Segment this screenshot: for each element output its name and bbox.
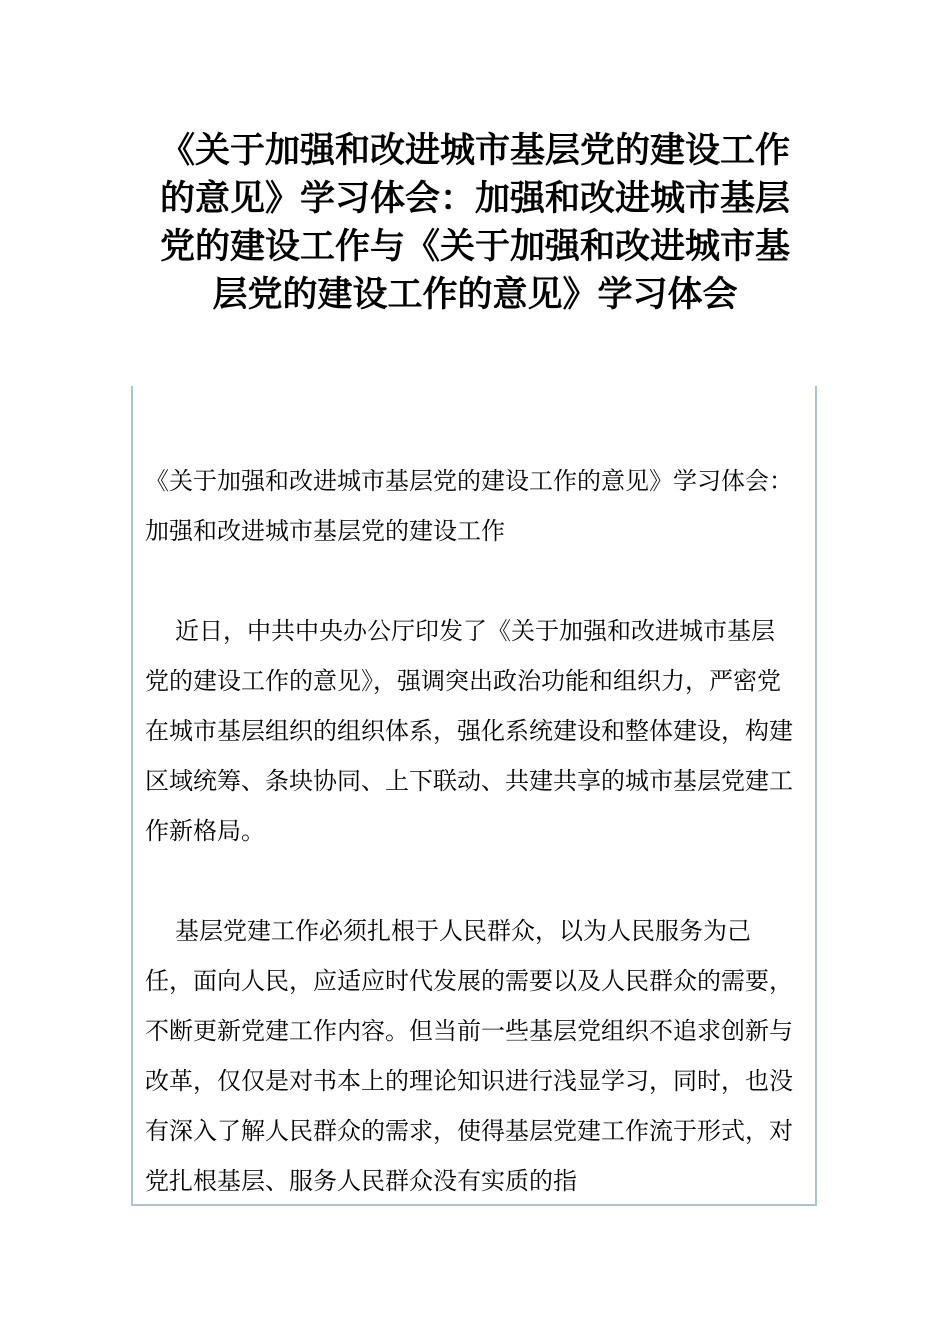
document-title: 《关于加强和改进城市基层党的建设工作的意见》学习体会：加强和改进城市基层党的建设工作与《关于加强和改进城市基层党的建设工作的意见》学习体会	[159, 131, 790, 315]
article-subtitle: 《关于加强和改进城市基层党的建设工作的意见》学习体会：加强和改进城市基层党的建设工作	[145, 467, 793, 545]
content-frame	[131, 386, 817, 1206]
paragraph-1: 近日，中共中央办公厅印发了《关于加强和改进城市基层党的建设工作的意见》，强调突出政治功能和组织力，严密党在城市基层组织的组织体系，强化系统建设和整体建设，构建区域统筹、条块协同、上下联动、共建共享的城市基层党建工作新格局。	[145, 617, 793, 845]
paragraph-2: 基层党建工作必须扎根于人民群众，以为人民服务为己任，面向人民，应适应时代发展的需要以及人民群众的需要，不断更新党建工作内容。但当前一些基层党组织不追求创新与改革，仅仅是对书本上的理论知识进行浅显学习，同时，也没有深入了解人民群众的需求，使得基层党建工作流于形式，对党扎根基层、服务人民群众没有实质的指	[145, 917, 793, 1195]
article-body	[145, 456, 795, 1206]
